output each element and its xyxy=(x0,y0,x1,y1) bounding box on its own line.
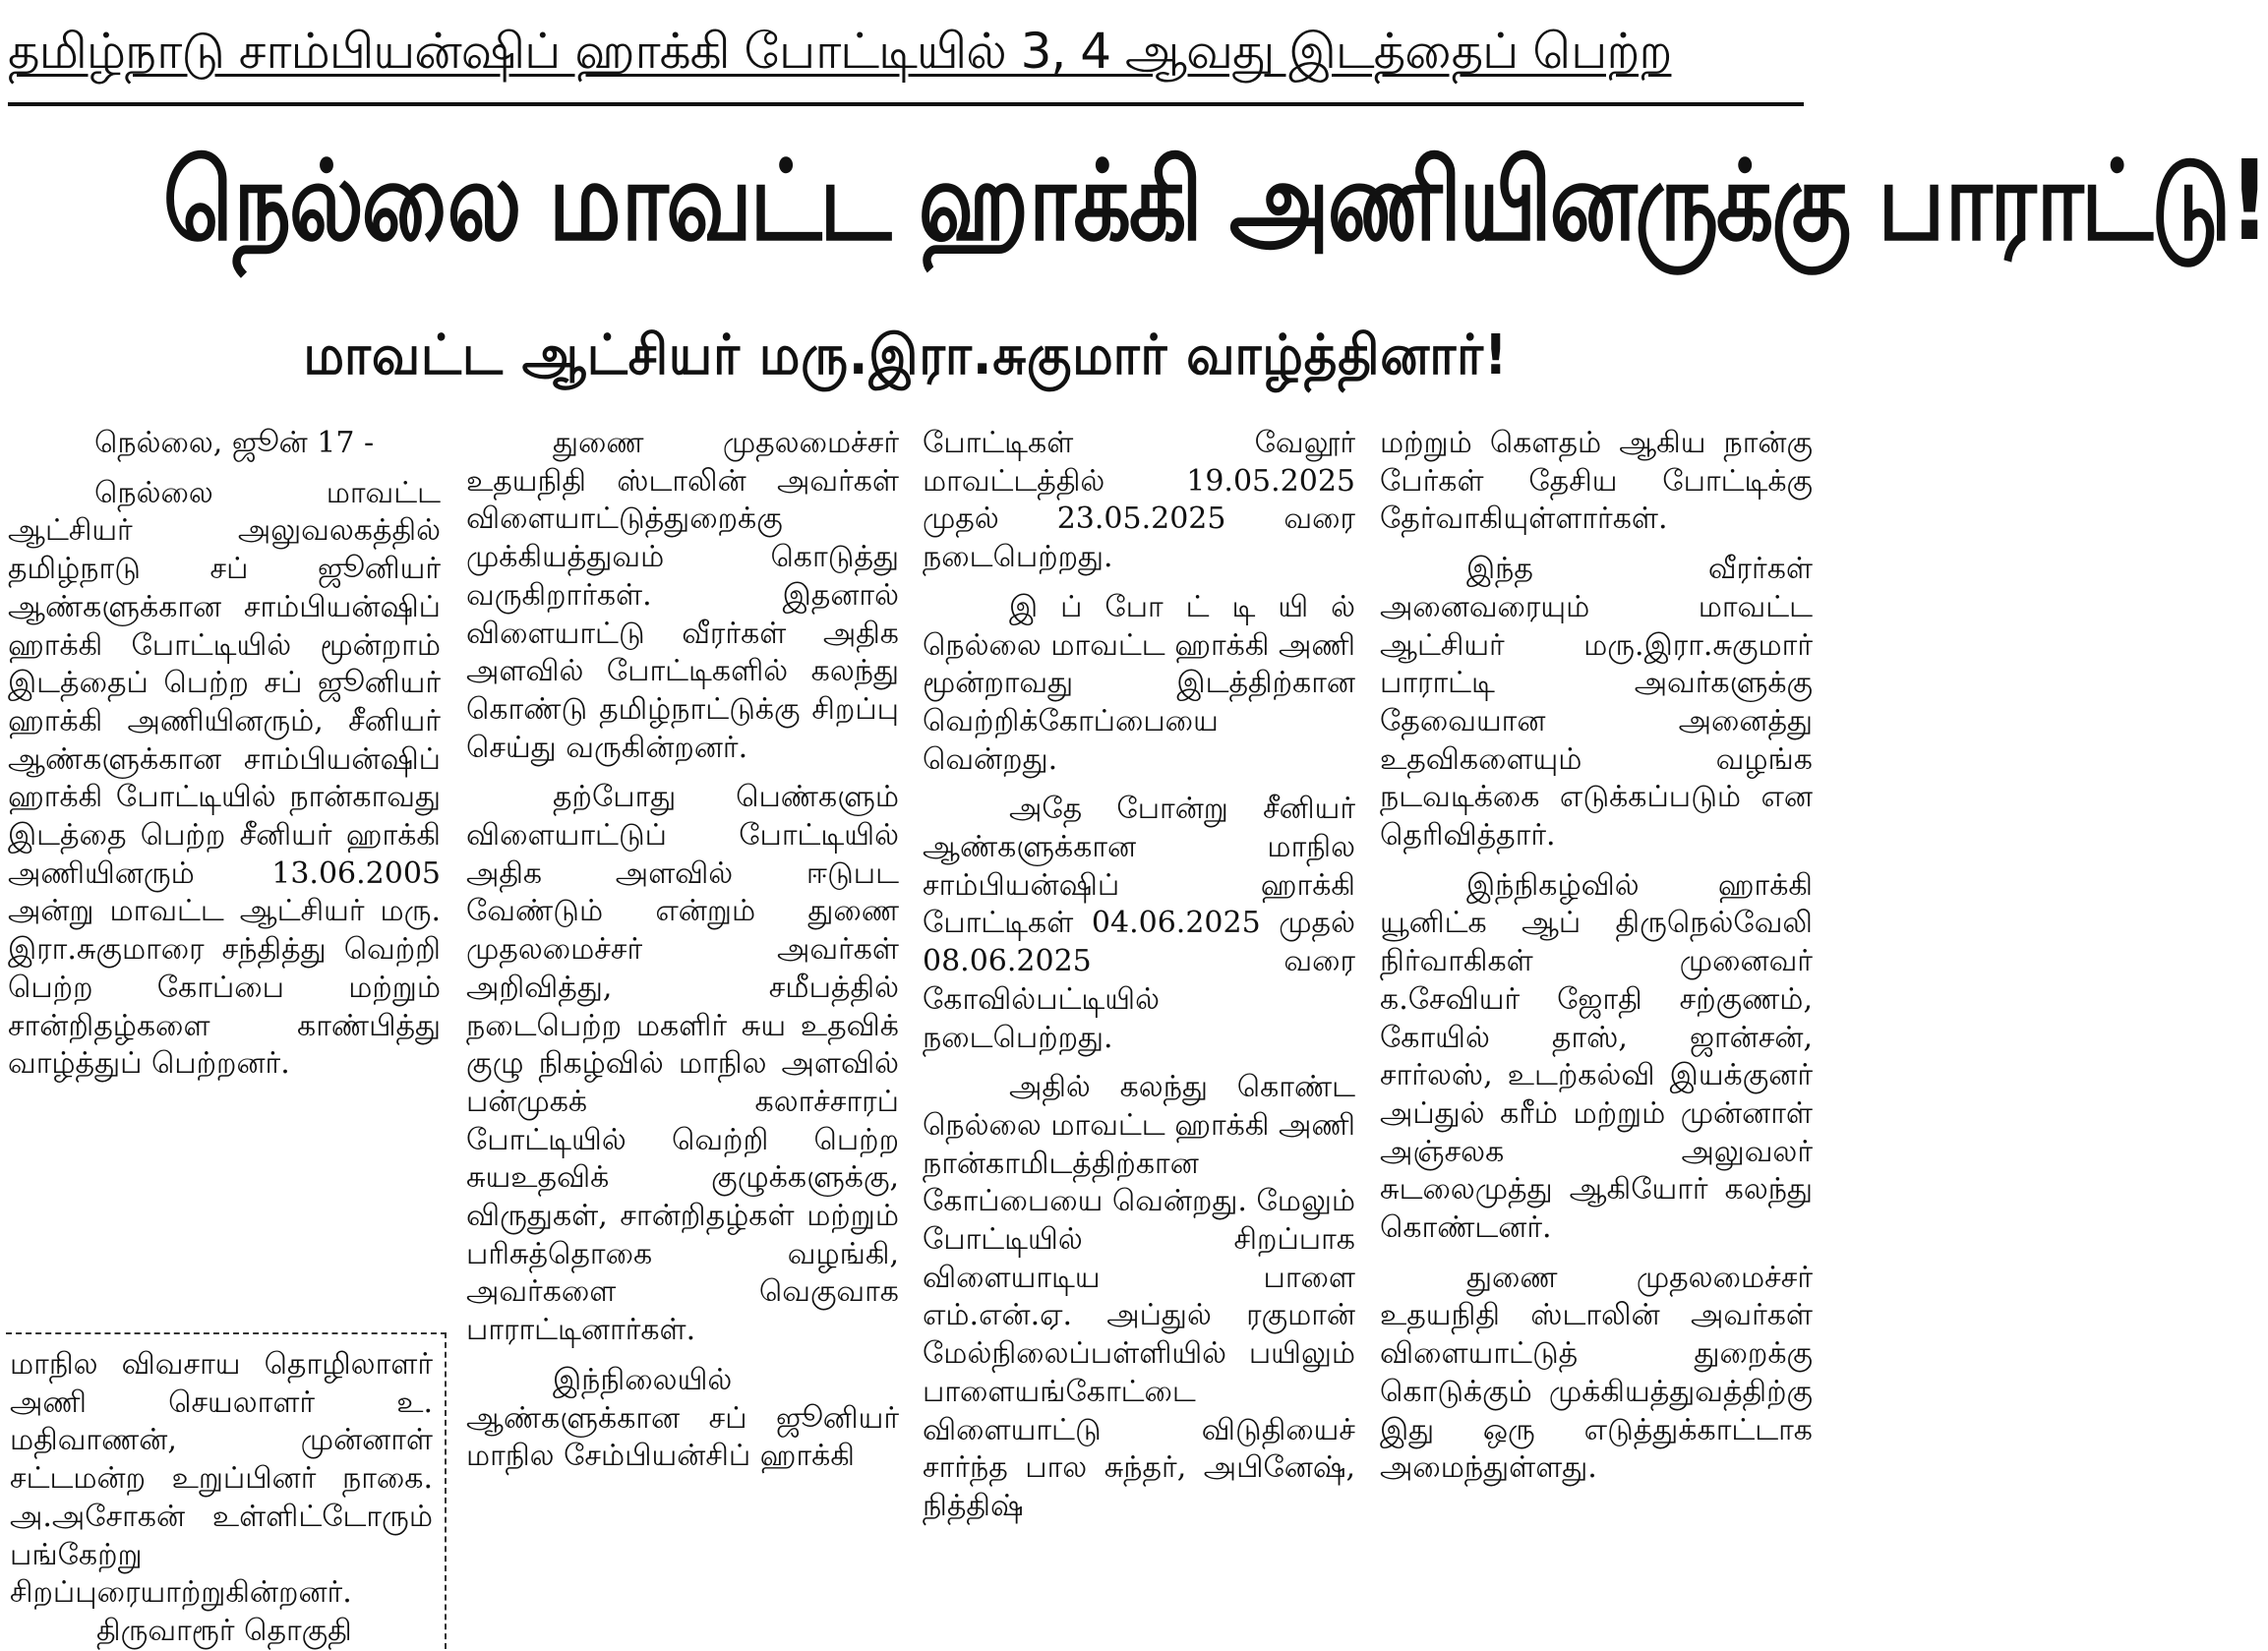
dateline: நெல்லை, ஜூன் 17 - xyxy=(94,426,375,460)
kicker-rule xyxy=(8,102,1804,106)
article-column-1 xyxy=(8,425,441,1084)
article-paragraph: அதில் கலந்து கொண்ட நெல்லை மாவட்ட ஹாக்கி அணி நான்காமிடத்திற்கான கோப்பையை வென்றது. மேலும் போட்டியில் சிறப்பாக விளையாடிய பாளை எம்.என்.ஏ. அப்துல் ரகுமான் மேல்நிலைப்பள்ளியில் பயிலும் பாளையங்கோட்டை விளையாட்டு விடுதியைச் சார்ந்த பால சுந்தர், அபினேஷ், நித்திஷ் xyxy=(923,1070,1355,1523)
article-paragraph: இந்நிகழ்வில் ஹாக்கி யூனிட்க ஆப் திருநெல்வேலி நிர்வாகிகள் முனைவர் க.சேவியர் ஜோதி சற்குணம், கோயில் தாஸ், ஜான்சன், சார்லஸ், உடற்கல்வி இயக்குனர் அப்துல் கரீம் மற்றும் முன்னாள் அஞ்சலக அலுவலர் சுடலைமுத்து ஆகியோர் கலந்து கொண்டனர். xyxy=(1380,867,1813,1246)
article-paragraph: துணை முதலமைச்சர் உதயநிதி ஸ்டாலின் அவர்கள் விளையாட்டுத்துறைக்கு முக்கியத்துவம் கொடுத்து வருகிறார்கள். இதனால் விளையாட்டு வீரர்கள் அதிக அளவில் போட்டிகளில் கலந்து கொண்டு தமிழ்நாட்டுக்கு சிறப்பு செய்து வருகின்றனர். xyxy=(466,426,899,765)
article-paragraph: நெல்லை மாவட்ட ஆட்சியர் அலுவலகத்தில் தமிழ்நாடு சப் ஜூனியர் ஆண்களுக்கான சாம்பியன்ஷிப் ஹாக்கி போட்டியில் மூன்றாம் இடத்தைப் பெற்ற சப் ஜூனியர் ஹாக்கி அணியினரும், சீனியர் ஆண்களுக்கான சாம்பியன்ஷிப் ஹாக்கி போட்டியில் நான்காவது இடத்தை பெற்ற சீனியர் ஹாக்கி அணியினரும் 13.06.2005 அன்று மாவட்ட ஆட்சியர் மரு. இரா.சுகுமாரை சந்தித்து வெற்றி பெற்ற கோப்பை மற்றும் சான்றிதழ்களை காண்பித்து வாழ்த்துப் பெற்றனர். xyxy=(8,475,441,1082)
boxed-paragraph: மாநில விவசாய தொழிலாளர் அணி செயலாளர் உ. மதிவாணன், முன்னாள் சட்டமன்ற உறுப்பினர் நாகை. அ.அசோகன் உள்ளிட்டோரும் பங்கேற்று சிறப்புரையாற்றுகின்றனர். xyxy=(10,1347,433,1611)
boxed-paragraph: திருவாரூர் தொகுதி xyxy=(96,1613,352,1648)
article-paragraph: தற்போது பெண்களும் விளையாட்டுப் போட்டியில் அதிக அளவில் ஈடுபட வேண்டும் என்றும் துணை முதலமைச்சர் அவர்கள் அறிவித்து, சமீபத்தில் நடைபெற்ற மகளிர் சுய உதவிக் குழு நிகழ்வில் மாநில அளவில் பன்முகக் கலாச்சாரப் போட்டியில் வெற்றி பெற்ற சுயஉதவிக் குழுக்களுக்கு, விருதுகள், சான்றிதழ்கள் மற்றும் பரிசுத்தொகை வழங்கி, அவர்களை வெகுவாக பாராட்டினார்கள். xyxy=(466,780,899,1348)
article-column-3 xyxy=(923,425,1355,1526)
article-paragraph: போட்டிகள் வேலூர் மாவட்டத்தில் 19.05.2025 முதல் 23.05.2025 வரை நடைபெற்றது. xyxy=(923,426,1355,575)
article-column-4 xyxy=(1380,425,1813,1488)
article-paragraph: இ ப் போ ட் டி யி ல் நெல்லை மாவட்ட ஹாக்கி அணி மூன்றாவது இடத்திற்கான வெற்றிக்கோப்பையை வென்றது. xyxy=(923,589,1355,777)
boxed-article-text xyxy=(10,1346,433,1651)
boxed-article xyxy=(6,1332,447,1649)
article-paragraph: இந்த வீரர்கள் அனைவரையும் மாவட்ட ஆட்சியர் மரு.இரா.சுகுமார் பாராட்டி அவர்களுக்கு தேவையான அனைத்து உதவிகளையும் வழங்க நடவடிக்கை எடுக்கப்படும் என தெரிவித்தார். xyxy=(1380,552,1813,854)
article-paragraph: துணை முதலமைச்சர் உதயநிதி ஸ்டாலின் அவர்கள் விளையாட்டுத் துறைக்கு கொடுக்கும் முக்கியத்துவத்திற்கு இது ஒரு எடுத்துக்காட்டாக அமைந்துள்ளது. xyxy=(1380,1260,1813,1486)
main-headline: நெல்லை மாவட்ட ஹாக்கி அணியினருக்கு பாராட்டு! xyxy=(162,138,2268,265)
sub-headline: மாவட்ட ஆட்சியர் மரு.இரா.சுகுமார் வாழ்த்தினார்! xyxy=(303,324,1509,387)
article-column-2 xyxy=(466,425,899,1476)
kicker-headline: தமிழ்நாடு சாம்பியன்ஷிப் ஹாக்கி போட்டியில் 3, 4 ஆவது இடத்தைப் பெற்ற xyxy=(8,23,1672,80)
article-paragraph: இந்நிலையில் ஆண்களுக்கான சப் ஜூனியர் மாநில சேம்பியன்சிப் ஹாக்கி xyxy=(466,1362,899,1474)
article-paragraph: மற்றும் கௌதம் ஆகிய நான்கு பேர்கள் தேசிய போட்டிக்கு தேர்வாகியுள்ளார்கள். xyxy=(1380,426,1813,537)
article-paragraph: அதே போன்று சீனியர் ஆண்களுக்கான மாநில சாம்பியன்ஷிப் ஹாக்கி போட்டிகள் 04.06.2025 முதல் 08.06.2025 வரை கோவில்பட்டியில் நடைபெற்றது. xyxy=(923,792,1355,1055)
